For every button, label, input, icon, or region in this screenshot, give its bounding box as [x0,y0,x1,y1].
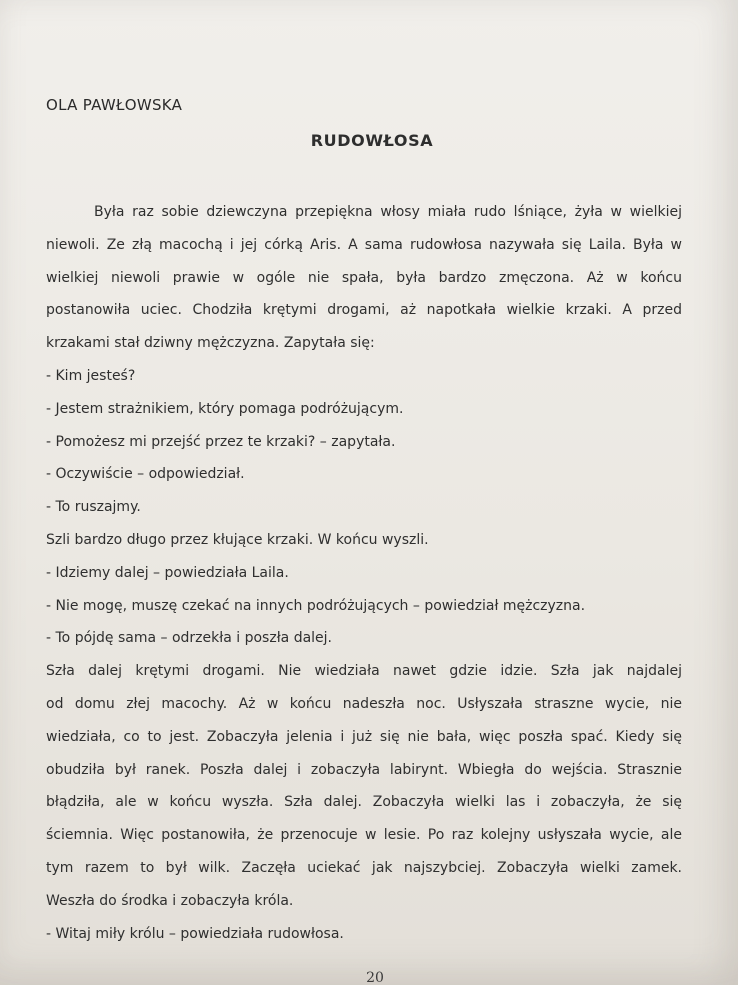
dialogue-line: - Witaj miły królu – powiedziała rudowłosa. [46,925,344,942]
text-line: obudziła był ranek. Poszła dalej i zobaczyła labirynt. Wbiegła do wejścia. Strasznie [46,761,682,778]
dialogue-line: - Pomożesz mi przejść przez te krzaki? – zapytała. [46,433,396,450]
dialogue-line: - Nie mogę, muszę czekać na innych podróżujących – powiedział mężczyzna. [46,597,586,614]
text-line: błądziła, ale w końcu wyszła. Szła dalej. Zobaczyła wielki las i zobaczyła, że się [46,794,682,811]
story-text [46,201,682,955]
text-line: Szła dalej krętymi drogami. Nie wiedziała nawet gdzie idzie. Szła jak najdalej [46,663,682,680]
text-line: niewoli. Ze złą macochą i jej córką Aris. A sama rudowłosa nazywała się Laila. Była w [46,236,682,253]
text-line: Była raz sobie dziewczyna przepiękna włosy miała rudo lśniące, żyła w wielkiej [94,204,682,220]
text-line: postanowiła uciec. Chodziła krętymi drogami, aż napotkała wielkie krzaki. A przed [46,302,682,319]
text-line: wielkiej niewoli prawie w ogóle nie spała, była bardzo zmęczona. Aż w końcu [46,269,682,286]
page-number: 20 [366,970,384,985]
text-line: od domu złej macochy. Aż w końcu nadeszła noc. Usłyszała straszne wycie, nie [46,695,682,712]
story-title: RUDOWŁOSA [310,131,434,150]
text-line: wiedziała, co to jest. Zobaczyła jelenia i już się nie bała, więc poszła spać. Kiedy się [46,728,682,745]
text-line: krzakami stał dziwny mężczyzna. Zapytała się: [46,335,375,352]
dialogue-line: - Idziemy dalej – powiedziała Laila. [46,564,289,581]
dialogue-line: - To pójdę sama – odrzekła i poszła dalej. [46,630,333,647]
text-line: tym razem to był wilk. Zaczęła uciekać jak najszybciej. Zobaczyła wielki zamek. [46,859,682,876]
text-line: ściemnia. Więc postanowiła, że przenocuje w lesie. Po raz kolejny usłyszała wycie, ale [46,827,682,844]
text-line: Weszła do środka i zobaczyła króla. [46,892,294,909]
dialogue-line: - Jestem strażnikiem, który pomaga podróżującym. [46,400,404,417]
dialogue-line: - To ruszajmy. [46,499,141,516]
dialogue-line: - Oczywiście – odpowiedział. [46,466,245,483]
author-name: OLA PAWŁOWSKA [46,96,183,114]
dialogue-line: - Kim jesteś? [46,367,136,384]
text-line: Szli bardzo długo przez kłujące krzaki. W końcu wyszli. [46,531,429,548]
